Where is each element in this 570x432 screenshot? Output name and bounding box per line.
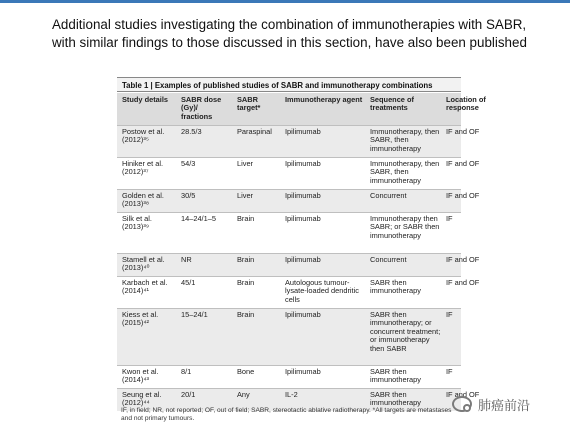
studies-table (117, 93, 486, 411)
intro-text: Additional studies investigating the combination of immunotherapies with SABR, with similar findings to those discussed in this section, have also been published (52, 17, 527, 50)
cell-target: Liver (237, 191, 254, 200)
cell-study: Golden et al. (2013)³⁸ (122, 191, 164, 209)
header-agent: Immunotherapy agent (285, 95, 363, 104)
cell-dose: 54/3 (181, 159, 196, 168)
cell-agent: Ipilimumab (285, 214, 321, 223)
cell-agent: Ipilimumab (285, 367, 321, 376)
header-dose: SABR dose (Gy)/ fractions (181, 95, 222, 121)
cell-target: Paraspinal (237, 127, 272, 136)
cell-agent: Ipilimumab (285, 310, 321, 319)
table-header-row (117, 93, 486, 125)
header-study: Study details (122, 95, 168, 104)
cell-location: IF (446, 367, 453, 376)
watermark-text: 肺癌前沿 (478, 397, 531, 413)
watermark (452, 393, 530, 415)
cell-location: IF and OF (446, 159, 480, 168)
cell-sequence: Concurrent (370, 255, 407, 264)
cell-dose: 15–24/1 (181, 310, 208, 319)
table-row (117, 157, 480, 189)
cell-dose: 45/1 (181, 278, 196, 287)
cell-location: IF (446, 214, 453, 223)
cell-target: Any (237, 390, 250, 399)
cell-sequence: Immunotherapy then SABR; or SABR then immunotherapy (370, 214, 440, 240)
header-location: Location of response (446, 95, 486, 113)
table-row (117, 253, 480, 276)
cell-dose: 20/1 (181, 390, 196, 399)
cell-dose: 8/1 (181, 367, 192, 376)
cell-study: Hiniker et al. (2012)³⁷ (122, 159, 164, 177)
table-row (117, 276, 480, 308)
table-row (117, 308, 461, 365)
wechat-logo-icon (452, 396, 472, 412)
cell-sequence: SABR then immunotherapy (370, 390, 421, 408)
cell-location: IF and OF (446, 278, 480, 287)
cell-sequence: SABR then immunotherapy (370, 367, 421, 385)
cell-location: IF and OF (446, 191, 480, 200)
cell-dose: 14–24/1–5 (181, 214, 216, 223)
caption-label: Table 1 | (122, 81, 153, 90)
table-footnote: IF, in field; NR, not reported; OF, out of field; SABR, stereotactic ablative radiotherapy. *All targets are metastases and not primary tumours. (121, 407, 452, 423)
cell-target: Bone (237, 367, 255, 376)
cell-target: Brain (237, 278, 255, 287)
table-caption (117, 77, 461, 92)
caption-title: Examples of published studies of SABR and immunotherapy combinations (154, 81, 433, 90)
cell-location: IF and OF (446, 390, 480, 399)
cell-agent: Ipilimumab (285, 255, 321, 264)
cell-target: Brain (237, 214, 255, 223)
cell-dose: 30/5 (181, 191, 196, 200)
cell-sequence: SABR then immunotherapy; or concurrent treatment; or immunotherapy then SABR (370, 310, 441, 353)
cell-dose: NR (181, 255, 192, 264)
cell-study: Postow et al. (2012)³⁵ (122, 127, 165, 145)
cell-agent: IL-2 (285, 390, 298, 399)
table-row (117, 365, 461, 388)
cell-study: Kwon et al. (2014)⁴³ (122, 367, 159, 385)
cell-agent: Ipilimumab (285, 191, 321, 200)
cell-location: IF and OF (446, 127, 480, 136)
cell-sequence: SABR then immunotherapy (370, 278, 421, 296)
cell-sequence: Immunotherapy, then SABR, then immunotherapy (370, 159, 440, 185)
cell-agent: Ipilimumab (285, 159, 321, 168)
slide-top-rule (0, 0, 570, 3)
cell-study: Kiess et al. (2015)⁴² (122, 310, 159, 328)
cell-study: Karbach et al. (2014)⁴¹ (122, 278, 168, 296)
cell-dose: 28.5/3 (181, 127, 202, 136)
cell-sequence: Concurrent (370, 191, 407, 200)
header-sequence: Sequence of treatments (370, 95, 414, 113)
cell-sequence: Immunotherapy, then SABR, then immunotherapy (370, 127, 440, 153)
cell-agent: Autologous tumour-lysate-loaded dendritic cells (285, 278, 359, 304)
cell-target: Brain (237, 255, 255, 264)
cell-target: Liver (237, 159, 254, 168)
cell-study: Stamell et al. (2013)⁴⁰ (122, 255, 165, 273)
cell-location: IF (446, 310, 453, 319)
table-row (117, 189, 480, 212)
cell-study: Seung et al. (2012)⁴⁴ (122, 390, 162, 408)
table-row (117, 212, 461, 253)
table-row (117, 125, 480, 157)
cell-study: Silk et al. (2013)³⁹ (122, 214, 152, 232)
cell-location: IF and OF (446, 255, 480, 264)
cell-agent: Ipilimumab (285, 127, 321, 136)
header-target: SABR target* (237, 95, 261, 113)
table-figure (117, 77, 486, 428)
cell-target: Brain (237, 310, 255, 319)
